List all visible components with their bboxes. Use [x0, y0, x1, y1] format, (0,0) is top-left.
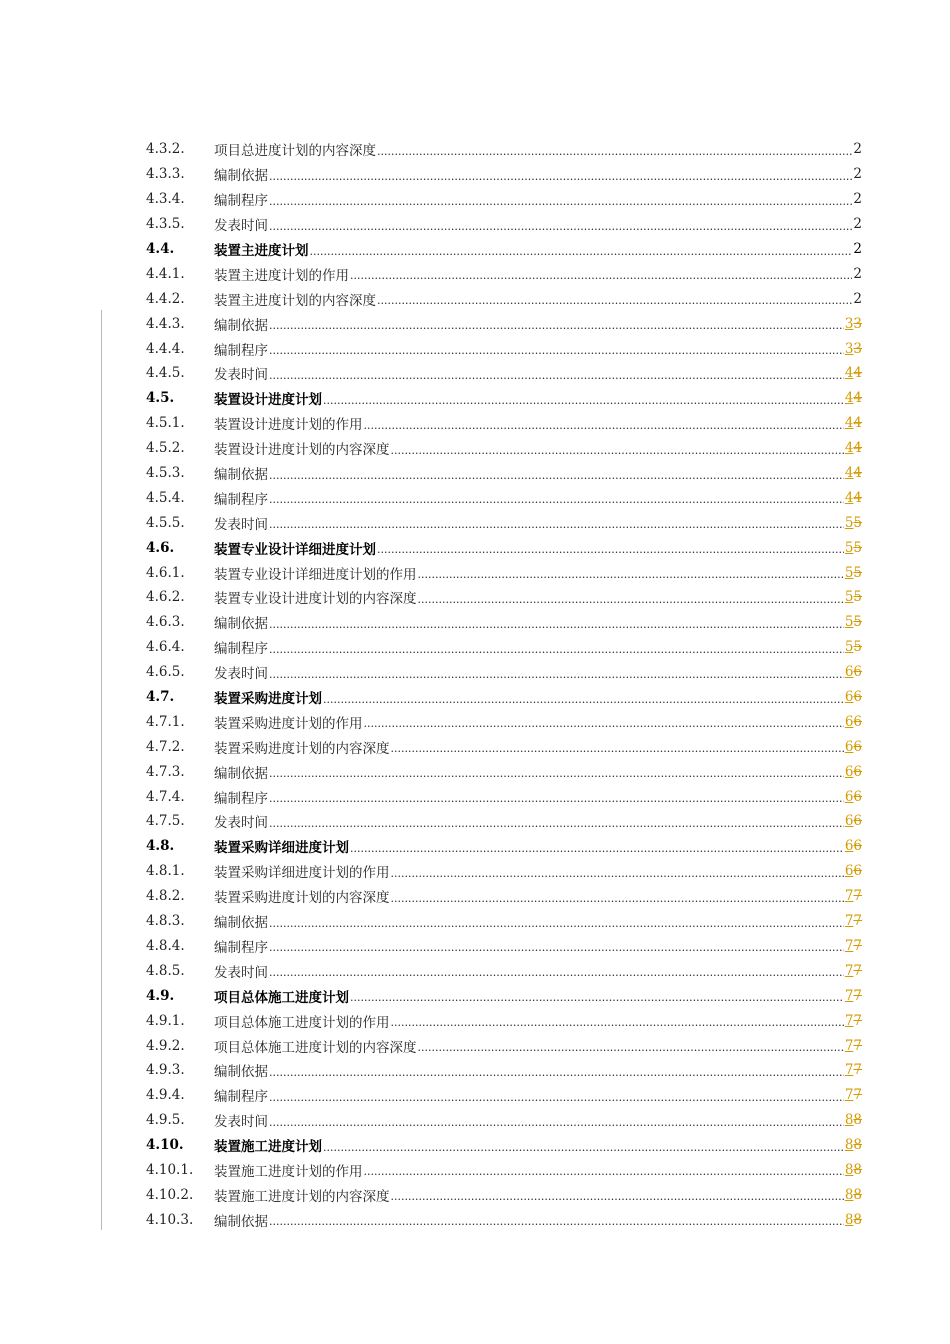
- toc-page-number: [845, 1187, 862, 1203]
- toc-entry-title: 编制程序: [214, 193, 268, 210]
- toc-dot-leader: [269, 518, 844, 531]
- toc-entry[interactable]: [146, 884, 862, 909]
- toc-entry-title: 装置施工进度计划的内容深度: [214, 1188, 390, 1205]
- toc-entry[interactable]: [146, 187, 862, 212]
- toc-page-number: [845, 614, 862, 630]
- inserted-page-number: 4: [844, 415, 854, 432]
- toc-entry[interactable]: [146, 261, 862, 286]
- toc-dot-leader: [269, 792, 844, 805]
- deleted-page-number: 5: [853, 564, 862, 581]
- table-of-contents: [146, 137, 862, 1232]
- toc-entry-number: 4.9.4.: [146, 1087, 185, 1104]
- toc-dot-leader: [323, 394, 844, 407]
- deleted-page-number: 6: [853, 664, 862, 681]
- toc-dot-leader: [269, 917, 844, 930]
- toc-entry[interactable]: [146, 784, 862, 809]
- deleted-page-number: 7: [853, 937, 862, 954]
- inserted-page-number: 5: [844, 614, 854, 631]
- toc-entry-number: 4.10.1.: [146, 1161, 194, 1178]
- toc-dot-leader: [364, 419, 844, 432]
- toc-entry[interactable]: [146, 859, 862, 884]
- deleted-page-number: 6: [853, 713, 862, 730]
- inserted-page-number: 7: [844, 987, 854, 1004]
- toc-entry-title: 装置采购详细进度计划的作用: [214, 865, 390, 882]
- inserted-page-number: 7: [844, 1037, 854, 1054]
- deleted-page-number: 5: [853, 539, 862, 556]
- toc-entry-title: 装置施工进度计划: [214, 1139, 322, 1156]
- deleted-page-number: 7: [853, 1087, 862, 1104]
- toc-dot-leader: [269, 344, 844, 357]
- toc-entry[interactable]: [146, 1108, 862, 1133]
- toc-page-number: [845, 540, 862, 556]
- toc-dot-leader: [269, 767, 844, 780]
- toc-dot-leader: [391, 742, 844, 755]
- toc-entry[interactable]: [146, 436, 862, 461]
- deleted-page-number: 8: [853, 1161, 862, 1178]
- inserted-page-number: 8: [844, 1137, 854, 1154]
- toc-page-number: 2: [853, 216, 862, 233]
- toc-entry-title: 编制依据: [214, 1064, 268, 1081]
- toc-page-number: [845, 465, 862, 481]
- toc-dot-leader: [269, 469, 844, 482]
- toc-entry-title: 装置采购进度计划的作用: [214, 715, 363, 732]
- toc-page-number: [845, 689, 862, 705]
- deleted-page-number: 5: [853, 614, 862, 631]
- toc-entry[interactable]: [146, 809, 862, 834]
- toc-page-number: 2: [853, 191, 862, 208]
- toc-entry-title: 装置采购进度计划: [214, 691, 322, 708]
- toc-dot-leader: [310, 245, 853, 258]
- toc-entry-title: 发表时间: [214, 516, 268, 533]
- toc-entry-title: 装置设计进度计划: [214, 392, 322, 409]
- toc-page-number: [845, 988, 862, 1004]
- toc-entry-title: 编制依据: [214, 765, 268, 782]
- toc-entry-number: 4.8.: [146, 838, 175, 855]
- toc-entry-title: 发表时间: [214, 367, 268, 384]
- toc-section-heading[interactable]: [146, 685, 862, 710]
- toc-entry-title: 装置专业设计进度计划的内容深度: [214, 591, 417, 608]
- toc-entry-number: 4.10.2.: [146, 1186, 194, 1203]
- toc-entry[interactable]: [146, 510, 862, 535]
- toc-page-number: [845, 789, 862, 805]
- toc-entry[interactable]: [146, 1033, 862, 1058]
- inserted-page-number: 4: [844, 365, 854, 382]
- toc-dot-leader: [377, 145, 852, 158]
- inserted-page-number: 4: [844, 465, 854, 482]
- toc-page-number: 2: [853, 265, 862, 282]
- toc-entry-number: 4.7.1.: [146, 713, 185, 730]
- toc-entry[interactable]: [146, 212, 862, 237]
- deleted-page-number: 7: [853, 913, 862, 930]
- inserted-page-number: 5: [844, 639, 854, 656]
- inserted-page-number: 5: [844, 564, 854, 581]
- inserted-page-number: 6: [844, 713, 854, 730]
- inserted-page-number: 7: [844, 888, 854, 905]
- toc-dot-leader: [269, 1066, 844, 1079]
- inserted-page-number: 7: [844, 1087, 854, 1104]
- deleted-page-number: 4: [853, 440, 862, 457]
- toc-entry-title: 装置主进度计划: [214, 243, 309, 259]
- toc-entry[interactable]: [146, 137, 862, 162]
- toc-page-number: [845, 764, 862, 780]
- toc-entry-number: 4.7.4.: [146, 788, 185, 805]
- toc-entry[interactable]: [146, 1207, 862, 1232]
- inserted-page-number: 4: [844, 390, 854, 407]
- toc-entry[interactable]: [146, 1008, 862, 1033]
- toc-dot-leader: [269, 1116, 844, 1129]
- toc-entry-title: 装置采购详细进度计划: [214, 840, 349, 857]
- toc-page-number: [845, 1038, 862, 1054]
- deleted-page-number: 6: [853, 788, 862, 805]
- toc-entry-title: 编制程序: [214, 790, 268, 807]
- toc-page-number: [845, 589, 862, 605]
- toc-entry[interactable]: [146, 734, 862, 759]
- toc-entry[interactable]: [146, 709, 862, 734]
- revision-change-bar: [101, 310, 102, 1230]
- toc-section-heading[interactable]: [146, 535, 862, 560]
- inserted-page-number: 8: [844, 1186, 854, 1203]
- toc-page-number: [845, 515, 862, 531]
- toc-entry-number: 4.3.2.: [146, 141, 185, 158]
- toc-entry-title: 发表时间: [214, 666, 268, 683]
- toc-entry-number: 4.7.5.: [146, 813, 185, 830]
- toc-entry-title: 编制依据: [214, 168, 268, 185]
- toc-entry[interactable]: [146, 934, 862, 959]
- inserted-page-number: 5: [844, 514, 854, 531]
- toc-dot-leader: [323, 693, 844, 706]
- toc-dot-leader: [364, 1165, 844, 1178]
- toc-page-number: [845, 714, 862, 730]
- toc-entry-title: 发表时间: [214, 1114, 268, 1131]
- toc-page-number: [845, 365, 862, 381]
- toc-entry-title: 编制程序: [214, 939, 268, 956]
- inserted-page-number: 4: [844, 489, 854, 506]
- toc-dot-leader: [418, 593, 844, 606]
- toc-entry[interactable]: [146, 485, 862, 510]
- toc-entry[interactable]: [146, 411, 862, 436]
- toc-page-number: [845, 813, 862, 829]
- deleted-page-number: 7: [853, 888, 862, 905]
- toc-page-number: [845, 1162, 862, 1178]
- inserted-page-number: 8: [844, 1112, 854, 1129]
- toc-entry-number: 4.9.1.: [146, 1012, 185, 1029]
- toc-entry[interactable]: [146, 560, 862, 585]
- toc-page-number: [845, 1212, 862, 1228]
- toc-entry-title: 装置设计进度计划的作用: [214, 417, 363, 434]
- toc-entry[interactable]: [146, 759, 862, 784]
- inserted-page-number: 7: [844, 913, 854, 930]
- toc-section-heading[interactable]: [146, 1133, 862, 1158]
- toc-dot-leader: [391, 1016, 844, 1029]
- toc-dot-leader: [269, 170, 852, 183]
- deleted-page-number: 4: [853, 390, 862, 407]
- toc-entry-number: 4.6.2.: [146, 589, 185, 606]
- deleted-page-number: 4: [853, 465, 862, 482]
- toc-entry[interactable]: [146, 958, 862, 983]
- deleted-page-number: 7: [853, 987, 862, 1004]
- deleted-page-number: 8: [853, 1137, 862, 1154]
- toc-page-number: [845, 565, 862, 581]
- deleted-page-number: 8: [853, 1211, 862, 1228]
- inserted-page-number: 7: [844, 962, 854, 979]
- toc-page-number: [845, 863, 862, 879]
- toc-dot-leader: [269, 1215, 844, 1228]
- toc-dot-leader: [269, 1091, 844, 1104]
- toc-entry-title: 项目总进度计划的内容深度: [214, 143, 376, 160]
- toc-page-number: [845, 341, 862, 357]
- toc-entry-number: 4.9.3.: [146, 1062, 185, 1079]
- toc-entry-title: 装置设计进度计划的内容深度: [214, 442, 390, 459]
- toc-dot-leader: [269, 643, 844, 656]
- toc-entry-number: 4.5.: [146, 390, 175, 407]
- toc-entry-number: 4.7.2.: [146, 738, 185, 755]
- toc-entry-number: 4.10.3.: [146, 1211, 194, 1228]
- toc-entry-number: 4.8.3.: [146, 913, 185, 930]
- inserted-page-number: 7: [844, 1062, 854, 1079]
- toc-dot-leader: [391, 444, 844, 457]
- toc-entry-title: 装置采购进度计划的内容深度: [214, 740, 390, 757]
- toc-entry-title: 装置主进度计划的作用: [214, 267, 349, 284]
- toc-dot-leader: [391, 892, 844, 905]
- deleted-page-number: 7: [853, 962, 862, 979]
- deleted-page-number: 5: [853, 589, 862, 606]
- toc-entry-title: 项目总体施工进度计划的内容深度: [214, 1039, 417, 1056]
- toc-entry[interactable]: [146, 1182, 862, 1207]
- toc-entry[interactable]: [146, 610, 862, 635]
- toc-page-number: [845, 490, 862, 506]
- toc-page-number: [845, 316, 862, 332]
- toc-entry-number: 4.5.5.: [146, 514, 185, 531]
- deleted-page-number: 7: [853, 1062, 862, 1079]
- deleted-page-number: 8: [853, 1186, 862, 1203]
- toc-entry-title: 编制程序: [214, 641, 268, 658]
- toc-page-number: 2: [853, 290, 862, 307]
- toc-entry-number: 4.5.1.: [146, 415, 185, 432]
- toc-dot-leader: [323, 1141, 844, 1154]
- deleted-page-number: 6: [853, 838, 862, 855]
- toc-entry-title: 装置采购进度计划的内容深度: [214, 890, 390, 907]
- toc-entry[interactable]: [146, 635, 862, 660]
- toc-dot-leader: [269, 319, 844, 332]
- toc-entry-number: 4.6.: [146, 539, 175, 556]
- toc-entry-title: 装置施工进度计划的作用: [214, 1163, 363, 1180]
- toc-dot-leader: [350, 269, 852, 282]
- deleted-page-number: 7: [853, 1012, 862, 1029]
- toc-entry-title: 编制依据: [214, 467, 268, 484]
- inserted-page-number: 5: [844, 589, 854, 606]
- deleted-page-number: 6: [853, 738, 862, 755]
- toc-entry[interactable]: [146, 909, 862, 934]
- toc-entry-number: 4.6.5.: [146, 664, 185, 681]
- toc-entry-number: 4.9.: [146, 987, 175, 1004]
- toc-page-number: [845, 739, 862, 755]
- toc-entry-title: 装置专业设计详细进度计划: [214, 541, 376, 558]
- toc-page-number: [845, 440, 862, 456]
- toc-entry-title: 编制依据: [214, 317, 268, 334]
- toc-entry-title: 项目总体施工进度计划: [214, 989, 349, 1006]
- toc-entry-number: 4.5.4.: [146, 489, 185, 506]
- toc-page-number: [845, 963, 862, 979]
- toc-entry-number: 4.5.2.: [146, 440, 185, 457]
- toc-dot-leader: [418, 1041, 844, 1054]
- toc-entry-number: 4.3.3.: [146, 166, 185, 183]
- toc-section-heading[interactable]: [146, 386, 862, 411]
- toc-dot-leader: [269, 817, 844, 830]
- deleted-page-number: 3: [853, 315, 862, 332]
- toc-page-number: [845, 888, 862, 904]
- toc-entry-title: 编制依据: [214, 1213, 268, 1230]
- toc-entry-title: 编制依据: [214, 915, 268, 932]
- inserted-page-number: 6: [844, 813, 854, 830]
- toc-entry[interactable]: [146, 286, 862, 311]
- toc-entry[interactable]: [146, 1083, 862, 1108]
- toc-entry-title: 装置专业设计详细进度计划的作用: [214, 566, 417, 583]
- deleted-page-number: 4: [853, 365, 862, 382]
- toc-page-number: [845, 1112, 862, 1128]
- deleted-page-number: 4: [853, 415, 862, 432]
- inserted-page-number: 4: [844, 440, 854, 457]
- toc-entry-title: 发表时间: [214, 218, 268, 235]
- toc-entry[interactable]: [146, 336, 862, 361]
- toc-entry-number: 4.4.5.: [146, 365, 185, 382]
- toc-entry-number: 4.5.3.: [146, 465, 185, 482]
- inserted-page-number: 6: [844, 838, 854, 855]
- toc-page-number: [845, 390, 862, 406]
- toc-entry-number: 4.8.4.: [146, 937, 185, 954]
- toc-entry-number: 4.4.2.: [146, 290, 185, 307]
- toc-dot-leader: [269, 220, 852, 233]
- toc-dot-leader: [391, 867, 844, 880]
- toc-page-number: 2: [853, 241, 862, 257]
- toc-entry-title: 装置主进度计划的内容深度: [214, 292, 376, 309]
- toc-dot-leader: [269, 966, 844, 979]
- toc-page-number: 2: [853, 141, 862, 158]
- toc-section-heading[interactable]: [146, 983, 862, 1008]
- inserted-page-number: 6: [844, 863, 854, 880]
- toc-entry-title: 发表时间: [214, 964, 268, 981]
- deleted-page-number: 6: [853, 863, 862, 880]
- deleted-page-number: 3: [853, 340, 862, 357]
- toc-dot-leader: [269, 493, 844, 506]
- toc-entry-number: 4.8.2.: [146, 888, 185, 905]
- toc-section-heading[interactable]: [146, 834, 862, 859]
- toc-entry[interactable]: [146, 361, 862, 386]
- inserted-page-number: 5: [844, 539, 854, 556]
- toc-dot-leader: [269, 941, 844, 954]
- toc-entry-number: 4.3.4.: [146, 191, 185, 208]
- toc-page-number: [845, 1087, 862, 1103]
- deleted-page-number: 5: [853, 639, 862, 656]
- toc-entry-number: 4.4.1.: [146, 265, 185, 282]
- toc-entry[interactable]: [146, 1058, 862, 1083]
- toc-dot-leader: [377, 543, 844, 556]
- inserted-page-number: 6: [844, 738, 854, 755]
- toc-page-number: [845, 1062, 862, 1078]
- toc-entry-number: 4.7.: [146, 689, 175, 706]
- toc-entry-title: 编制程序: [214, 1089, 268, 1106]
- toc-dot-leader: [418, 568, 844, 581]
- toc-entry-title: 发表时间: [214, 815, 268, 832]
- toc-page-number: [845, 1013, 862, 1029]
- toc-entry[interactable]: [146, 1158, 862, 1183]
- toc-entry-title: 编制依据: [214, 616, 268, 633]
- toc-entry[interactable]: [146, 660, 862, 685]
- toc-entry[interactable]: [146, 585, 862, 610]
- toc-entry-title: 项目总体施工进度计划的作用: [214, 1014, 390, 1031]
- inserted-page-number: 6: [844, 763, 854, 780]
- toc-entry-title: 编制程序: [214, 342, 268, 359]
- toc-dot-leader: [269, 369, 844, 382]
- toc-dot-leader: [269, 668, 844, 681]
- inserted-page-number: 7: [844, 937, 854, 954]
- toc-entry-number: 4.4.4.: [146, 340, 185, 357]
- deleted-page-number: 6: [853, 813, 862, 830]
- inserted-page-number: 3: [844, 315, 854, 332]
- inserted-page-number: 7: [844, 1012, 854, 1029]
- deleted-page-number: 4: [853, 489, 862, 506]
- toc-page-number: [845, 664, 862, 680]
- toc-entry-number: 4.4.: [146, 241, 175, 257]
- toc-entry-number: 4.8.1.: [146, 863, 185, 880]
- toc-page-number: [845, 838, 862, 854]
- toc-entry-number: 4.8.5.: [146, 962, 185, 979]
- toc-page-number: [845, 1137, 862, 1153]
- toc-page-number: [845, 938, 862, 954]
- inserted-page-number: 6: [844, 788, 854, 805]
- inserted-page-number: 8: [844, 1211, 854, 1228]
- toc-page-number: 2: [853, 166, 862, 183]
- toc-entry-number: 4.9.2.: [146, 1037, 185, 1054]
- toc-section-heading[interactable]: [146, 237, 862, 262]
- deleted-page-number: 5: [853, 514, 862, 531]
- toc-entry-number: 4.6.4.: [146, 639, 185, 656]
- inserted-page-number: 3: [844, 340, 854, 357]
- toc-entry-number: 4.7.3.: [146, 763, 185, 780]
- deleted-page-number: 6: [853, 689, 862, 706]
- toc-page-number: [845, 639, 862, 655]
- inserted-page-number: 6: [844, 689, 854, 706]
- toc-entry-number: 4.10.: [146, 1137, 184, 1154]
- deleted-page-number: 6: [853, 763, 862, 780]
- toc-page-number: [845, 415, 862, 431]
- inserted-page-number: 6: [844, 664, 854, 681]
- toc-entry-number: 4.4.3.: [146, 315, 185, 332]
- toc-dot-leader: [350, 842, 844, 855]
- toc-dot-leader: [269, 195, 852, 208]
- deleted-page-number: 7: [853, 1037, 862, 1054]
- toc-entry-number: 4.6.3.: [146, 614, 185, 631]
- toc-dot-leader: [391, 1190, 844, 1203]
- toc-dot-leader: [269, 618, 844, 631]
- toc-dot-leader: [350, 991, 844, 1004]
- toc-entry[interactable]: [146, 162, 862, 187]
- toc-entry[interactable]: [146, 311, 862, 336]
- inserted-page-number: 8: [844, 1161, 854, 1178]
- toc-entry-number: 4.6.1.: [146, 564, 185, 581]
- toc-entry-number: 4.9.5.: [146, 1112, 185, 1129]
- toc-entry-title: 编制程序: [214, 491, 268, 508]
- toc-dot-leader: [377, 294, 852, 307]
- toc-entry[interactable]: [146, 461, 862, 486]
- toc-page-number: [845, 913, 862, 929]
- toc-dot-leader: [364, 717, 844, 730]
- toc-entry-number: 4.3.5.: [146, 216, 185, 233]
- deleted-page-number: 8: [853, 1112, 862, 1129]
